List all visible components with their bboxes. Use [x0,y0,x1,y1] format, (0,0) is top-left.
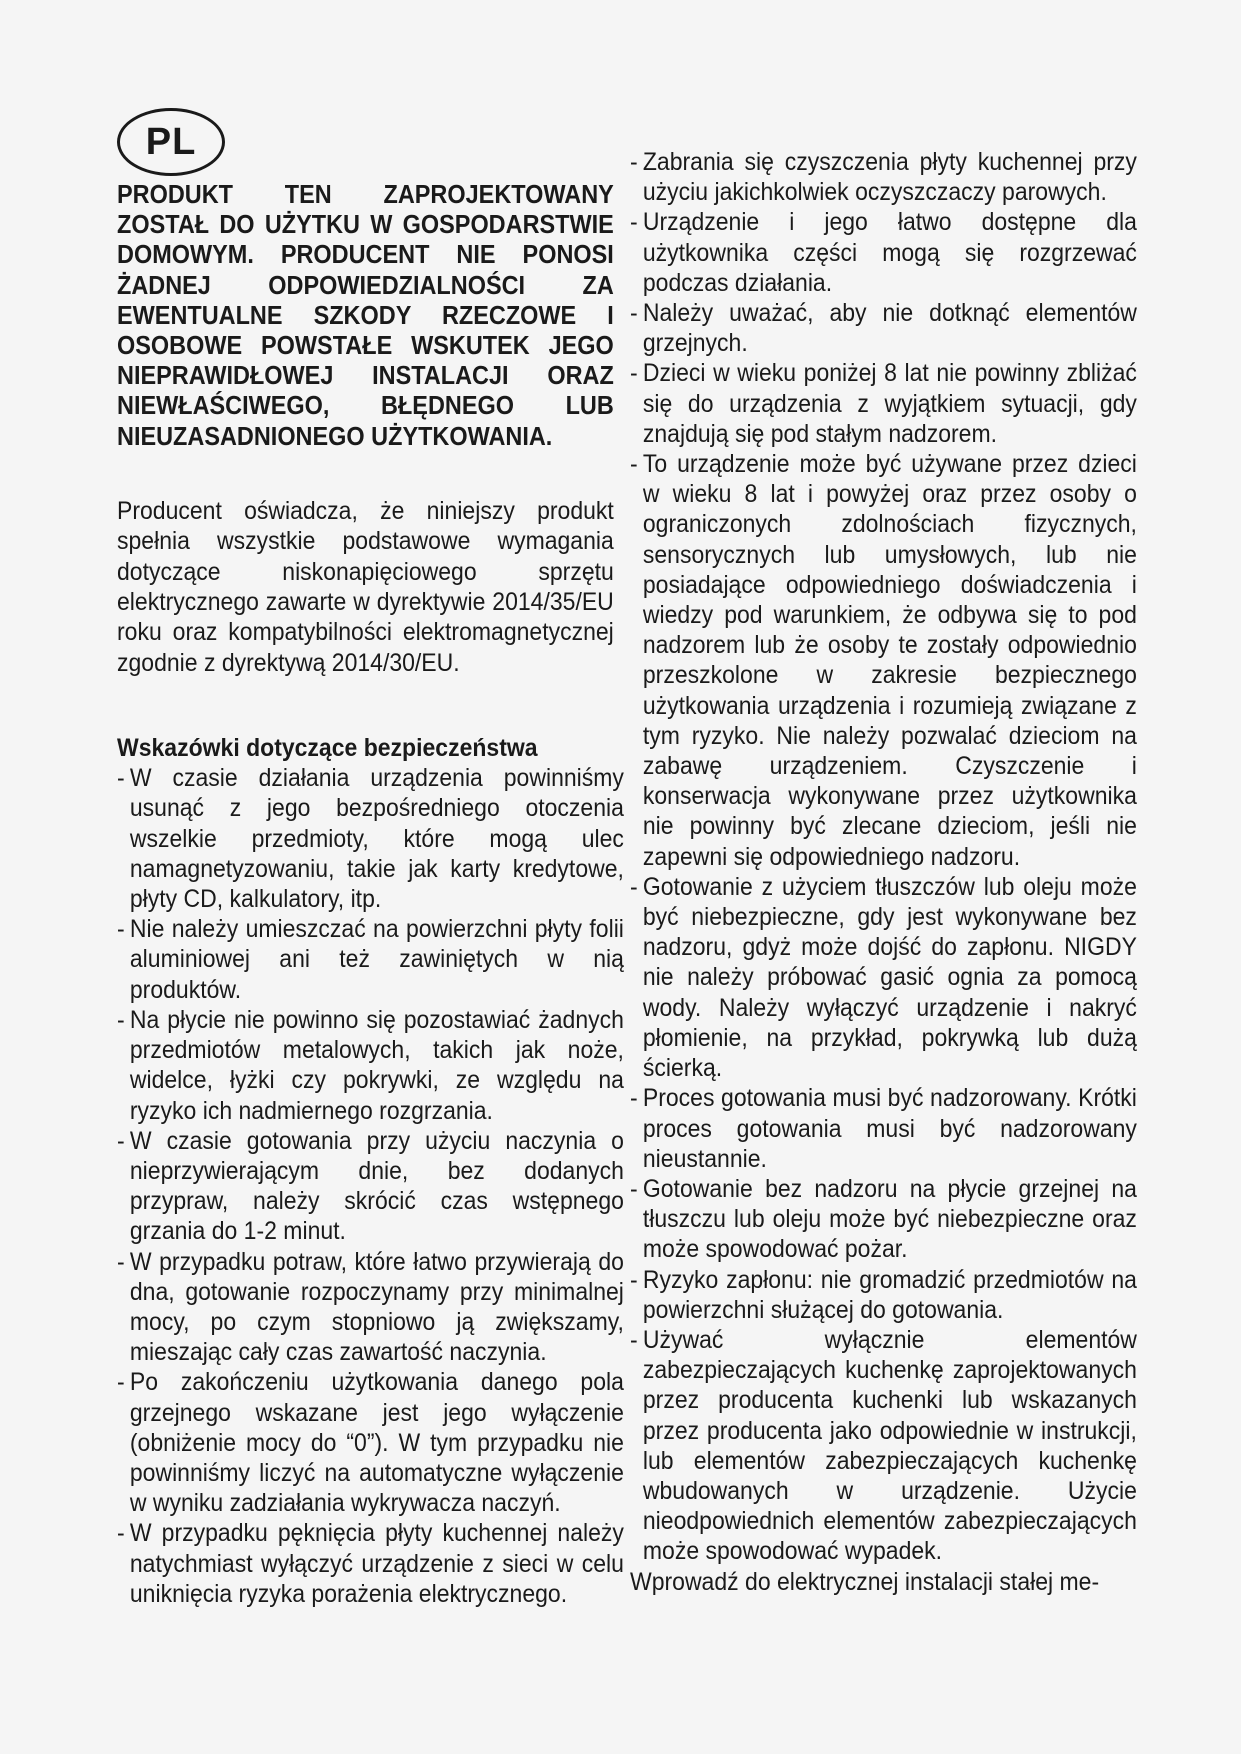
list-item: - Należy uważać, aby nie dotknąć elementów grzejnych. [630,298,1137,358]
list-item: - Proces gotowania musi być nadzorowany. Krótki proces gotowania musi być nadzorowany nieustannie. [630,1083,1137,1174]
left-rules-list [117,763,624,1609]
list-item: - Ryzyko zapłonu: nie gromadzić przedmiotów na powierzchni służącej do gotowania. [630,1265,1137,1325]
list-item: - To urządzenie może być używane przez dzieci w wieku 8 lat i powyżej oraz przez osoby o ograniczonych zdolnościach fizycznych, sensorycznych lub umysłowych, lub nie posiadające odpowiedniego doświadczenia i wiedzy pod warunkiem, że odbywa się to pod nadzorem lub że osoby te zostały odpowiednio przeszkolone w zakresie bezpiecznego użytkowania urządzenia i rozumieją związane z tym ryzyko. Nie należy pozwalać dzieciom na zabawę urządzeniem. Czyszczenie i konserwacja wykonywane przez użytkownika nie powinny być zlecane dzieciom, jeśli nie zapewni się odpowiedniego nadzoru. [630,449,1137,872]
list-item: - Gotowanie z użyciem tłuszczów lub oleju może być niebezpieczne, gdy jest wykonywane bez nadzoru, gdyż może dojść do zapłonu. NIGDY nie należy próbować gasić ognia za pomocą wody. Należy wyłączyć urządzenie i nakryć płomienie, na przykład, pokrywką lub dużą ścierką. [630,872,1137,1083]
declaration-text: Producent oświadcza, że niniejszy produkt spełnia wszystkie podstawowe wymagania dotyczące niskonapięciowego sprzętu elektrycznego zawarte w dyrektywie 2014/35/EU roku oraz kompatybilności elektromagnetycznej zgodnie z dyrektywą 2014/30/EU. [117,496,614,677]
list-item: - W czasie gotowania przy użyciu naczynia o nieprzywierającym dnie, bez dodanych przypraw, należy skrócić czas wstępnego grzania do 1-2 minut. [117,1126,624,1247]
list-item: - Na płycie nie powinno się pozostawiać żadnych przedmiotów metalowych, takich jak noże, widelce, łyżki czy pokrywki, ze względu na ryzyko ich nadmiernego rozgrzania. [117,1005,624,1126]
right-rules-list [630,147,1137,1567]
list-item: - Dzieci w wieku poniżej 8 lat nie powinny zbliżać się do urządzenia z wyjątkiem sytuacji, gdy znajdują się pod stałym nadzorem. [630,358,1137,449]
list-item: - W czasie działania urządzenia powinniśmy usunąć z jego bezpośredniego otoczenia wszelkie przedmioty, które mogą ulec namagnetyzowaniu, takie jak karty kredytowe, płyty CD, kalkulatory, itp. [117,763,624,914]
safety-heading: Wskazówki dotyczące bezpieczeństwa [117,734,538,763]
right-column [630,147,1137,1597]
list-item: - W przypadku pęknięcia płyty kuchennej należy natychmiast wyłączyć urządzenie z sieci w celu uniknięcia ryzyka porażenia elektrycznego. [117,1518,624,1609]
list-item: - Urządzenie i jego łatwo dostępne dla użytkownika części mogą się rozgrzewać podczas działania. [630,207,1137,298]
left-column [117,180,624,1609]
continuation-text: Wprowadź do elektrycznej instalacji stałej me- [630,1567,1100,1596]
list-item: - Po zakończeniu użytkowania danego pola grzejnego wskazane jest jego wyłączenie (obniżenie mocy do “0”). W tym przypadku nie powinniśmy liczyć na automatyczne wyłączenie w wyniku zadziałania wykrywacza naczyń. [117,1367,624,1518]
list-item: - Zabrania się czyszczenia płyty kuchennej przy użyciu jakichkolwiek oczyszczaczy parowych. [630,147,1137,207]
list-item: - Gotowanie bez nadzoru na płycie grzejnej na tłuszczu lub oleju może być niebezpieczne oraz może spowodować pożar. [630,1174,1137,1265]
list-item: - W przypadku potraw, które łatwo przywierają do dna, gotowanie rozpoczynamy przy minimalnej mocy, po czym stopniowo ją zwiększamy, mieszając cały czas zawartość naczynia. [117,1247,624,1368]
list-item: - Nie należy umieszczać na powierzchni płyty folii aluminiowej ani też zawiniętych w nią produktów. [117,914,624,1005]
language-badge: PL [117,108,225,176]
warning-text: PRODUKT TEN ZAPROJEKTOWANY ZOSTAŁ DO UŻYTKU W GOSPODARSTWIE DOMOWYM. PRODUCENT NIE PONOSI ŻADNEJ ODPOWIEDZIALNOŚCI ZA EWENTUALNE SZKODY RZECZOWE I OSOBOWE POWSTAŁE WSKUTEK JEGO NIEPRAWIDŁOWEJ INSTALACJI ORAZ NIEWŁAŚCIWEGO, BŁĘDNEGO LUB NIEUZASADNIONEGO UŻYTKOWANIA. [117,181,614,451]
list-item: - Używać wyłącznie elementów zabezpieczających kuchenkę zaprojektowanych przez producenta kuchenki lub wskazanych przez producenta jako odpowiednie w instrukcji, lub elementów zabezpieczających kuchenkę wbudowanych w urządzenie. Użycie nieodpowiednich elementów zabezpieczających może spowodować wypadek. [630,1325,1137,1567]
